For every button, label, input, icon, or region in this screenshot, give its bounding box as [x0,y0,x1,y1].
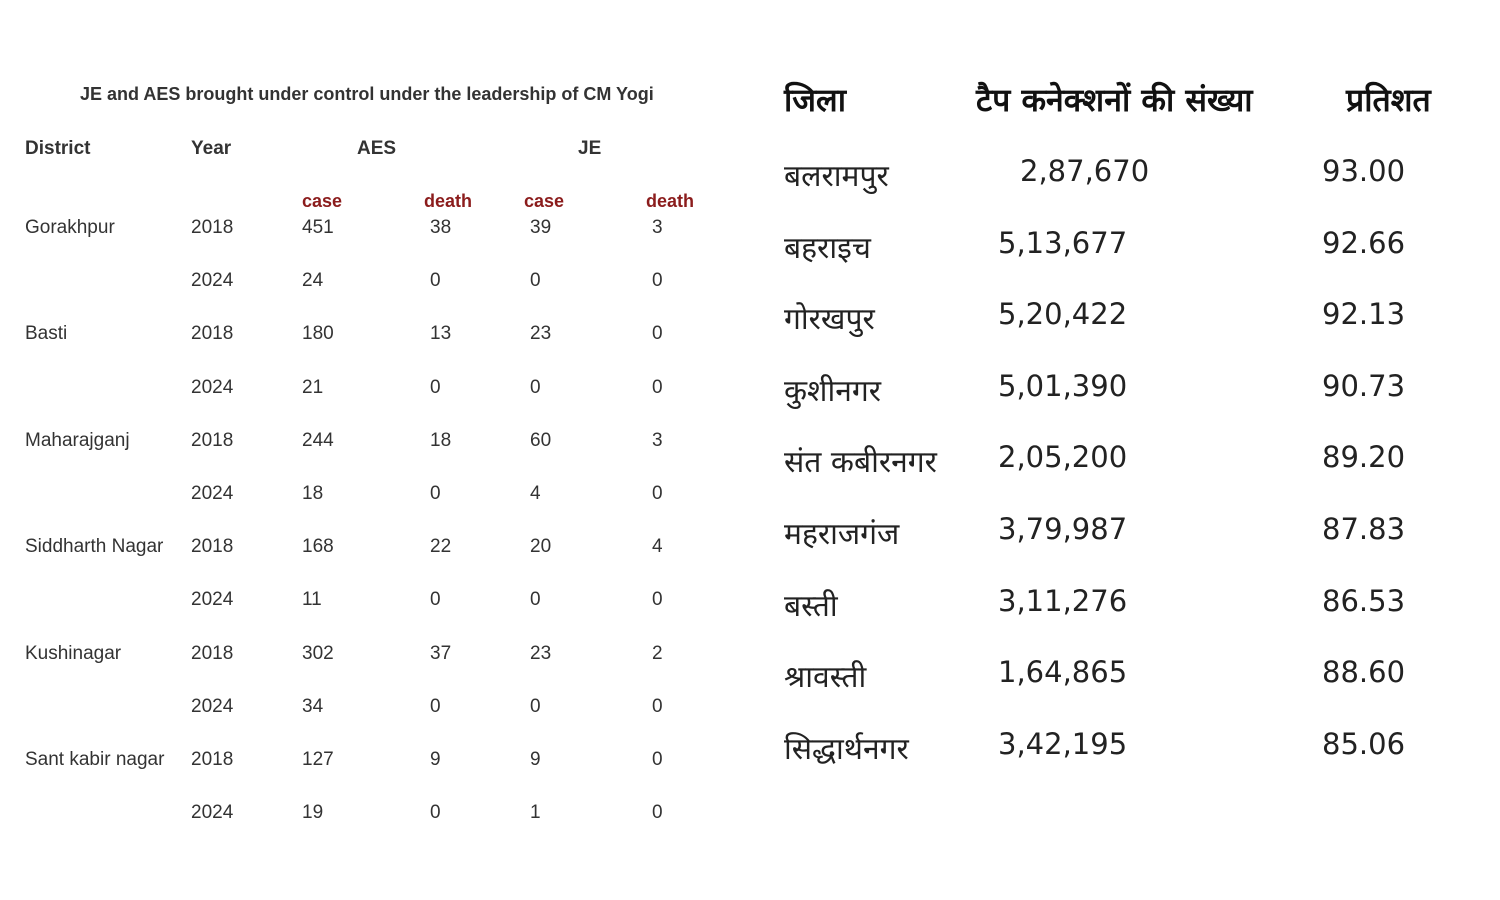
cell-district: Gorakhpur [25,217,115,238]
cell-je-death: 0 [652,483,663,504]
cell-je-case: 4 [530,483,541,504]
je-aes-table-title: JE and AES brought under control under the leadership of CM Yogi [80,84,654,104]
cell-percent: 88.60 [1322,655,1406,690]
subheader-je-death: death [646,191,695,211]
cell-jila: कुशीनगर [784,373,882,409]
cell-aes-case: 244 [302,429,334,451]
header-year: Year [191,138,232,159]
cell-tap-connections: 3,42,195 [998,726,1128,761]
cell-aes-death: 9 [430,749,441,770]
cell-district: Sant kabir nagar [25,749,165,770]
cell-aes-case: 21 [302,376,324,398]
cell-year: 2018 [191,749,234,770]
cell-je-death: 0 [652,270,663,292]
cell-je-death: 0 [652,695,663,717]
subheader-je-case: case [524,191,565,211]
cell-tap-connections: 2,87,670 [1020,154,1150,188]
cell-jila: श्रावस्ती [784,660,867,696]
cell-aes-death: 22 [430,536,452,558]
cell-jila: सिद्धार्थनगर [784,731,909,767]
cell-je-case: 23 [530,642,552,664]
header-jila: जिला [784,81,847,119]
cell-je-death: 3 [652,429,663,451]
cell-year: 2024 [191,483,234,504]
cell-je-case: 0 [530,270,541,292]
cell-aes-case: 168 [302,536,334,558]
tap-connection-table [760,0,1500,900]
je-aes-table [0,0,740,900]
header-district: District [25,138,91,159]
header-tap-connections: टैप कनेक्शनों की संख्या [976,81,1253,119]
cell-tap-connections: 5,20,422 [998,297,1128,332]
cell-je-case: 20 [530,536,552,558]
cell-tap-connections: 1,64,865 [998,655,1128,690]
cell-percent: 92.13 [1322,297,1406,332]
cell-aes-case: 34 [302,695,324,717]
cell-year: 2024 [191,270,234,292]
cell-percent: 85.06 [1322,726,1406,761]
cell-jila: संत कबीरनगर [784,445,937,481]
cell-jila: गोरखपुर [784,302,875,338]
cell-aes-death: 18 [430,429,452,451]
cell-year: 2024 [191,376,234,398]
cell-percent: 93.00 [1322,154,1406,188]
cell-je-case: 0 [530,376,541,398]
cell-year: 2024 [191,589,234,611]
cell-aes-death: 0 [430,376,441,398]
cell-year: 2018 [191,323,234,345]
cell-aes-death: 0 [430,589,441,611]
cell-tap-connections: 5,01,390 [998,368,1128,403]
cell-je-death: 0 [652,802,663,824]
cell-aes-case: 24 [302,270,324,292]
cell-year: 2024 [191,802,234,824]
cell-percent: 86.53 [1322,583,1406,618]
cell-aes-death: 0 [430,802,441,824]
cell-percent: 87.83 [1322,512,1406,546]
cell-aes-case: 451 [302,217,334,238]
cell-je-case: 39 [530,217,552,238]
cell-aes-case: 127 [302,749,334,770]
cell-je-death: 4 [652,536,663,558]
cell-jila: बलरामपुर [784,159,889,194]
header-percent: प्रतिशत [1346,81,1431,119]
cell-aes-death: 37 [430,642,452,664]
cell-percent: 89.20 [1322,440,1406,475]
cell-je-death: 3 [652,217,663,238]
header-aes: AES [357,138,397,159]
header-je: JE [578,138,602,159]
cell-aes-case: 19 [302,802,324,824]
cell-aes-case: 180 [302,323,334,345]
cell-district: Basti [25,323,68,345]
cell-aes-case: 302 [302,642,334,664]
cell-year: 2024 [191,695,234,717]
cell-tap-connections: 3,11,276 [998,583,1128,618]
cell-jila: महराजगंज [784,517,900,552]
cell-je-case: 0 [530,589,541,611]
cell-district: Maharajganj [25,429,130,451]
cell-year: 2018 [191,536,234,558]
cell-je-case: 9 [530,749,541,770]
cell-je-case: 23 [530,323,552,345]
cell-je-death: 0 [652,749,663,770]
cell-district: Kushinagar [25,642,122,664]
cell-aes-death: 38 [430,217,452,238]
cell-percent: 92.66 [1322,225,1406,260]
cell-year: 2018 [191,217,234,238]
cell-je-death: 0 [652,323,663,345]
cell-tap-connections: 3,79,987 [998,512,1128,546]
cell-aes-death: 13 [430,323,452,345]
cell-aes-death: 0 [430,483,441,504]
subheader-aes-death: death [424,191,473,211]
cell-tap-connections: 2,05,200 [998,440,1128,475]
cell-je-case: 60 [530,429,552,451]
cell-je-case: 0 [530,695,541,717]
cell-aes-death: 0 [430,695,441,717]
cell-jila: बहराइच [784,230,871,266]
cell-aes-case: 18 [302,483,324,504]
cell-jila: बस्ती [784,588,838,624]
cell-je-case: 1 [530,802,541,824]
cell-year: 2018 [191,429,234,451]
cell-tap-connections: 5,13,677 [998,225,1128,260]
subheader-aes-case: case [302,191,343,211]
cell-aes-case: 11 [302,589,322,611]
cell-je-death: 0 [652,376,663,398]
cell-aes-death: 0 [430,270,441,292]
cell-percent: 90.73 [1322,368,1406,403]
cell-je-death: 0 [652,589,663,611]
cell-year: 2018 [191,642,234,664]
cell-je-death: 2 [652,642,663,664]
cell-district: Siddharth Nagar [25,536,164,558]
